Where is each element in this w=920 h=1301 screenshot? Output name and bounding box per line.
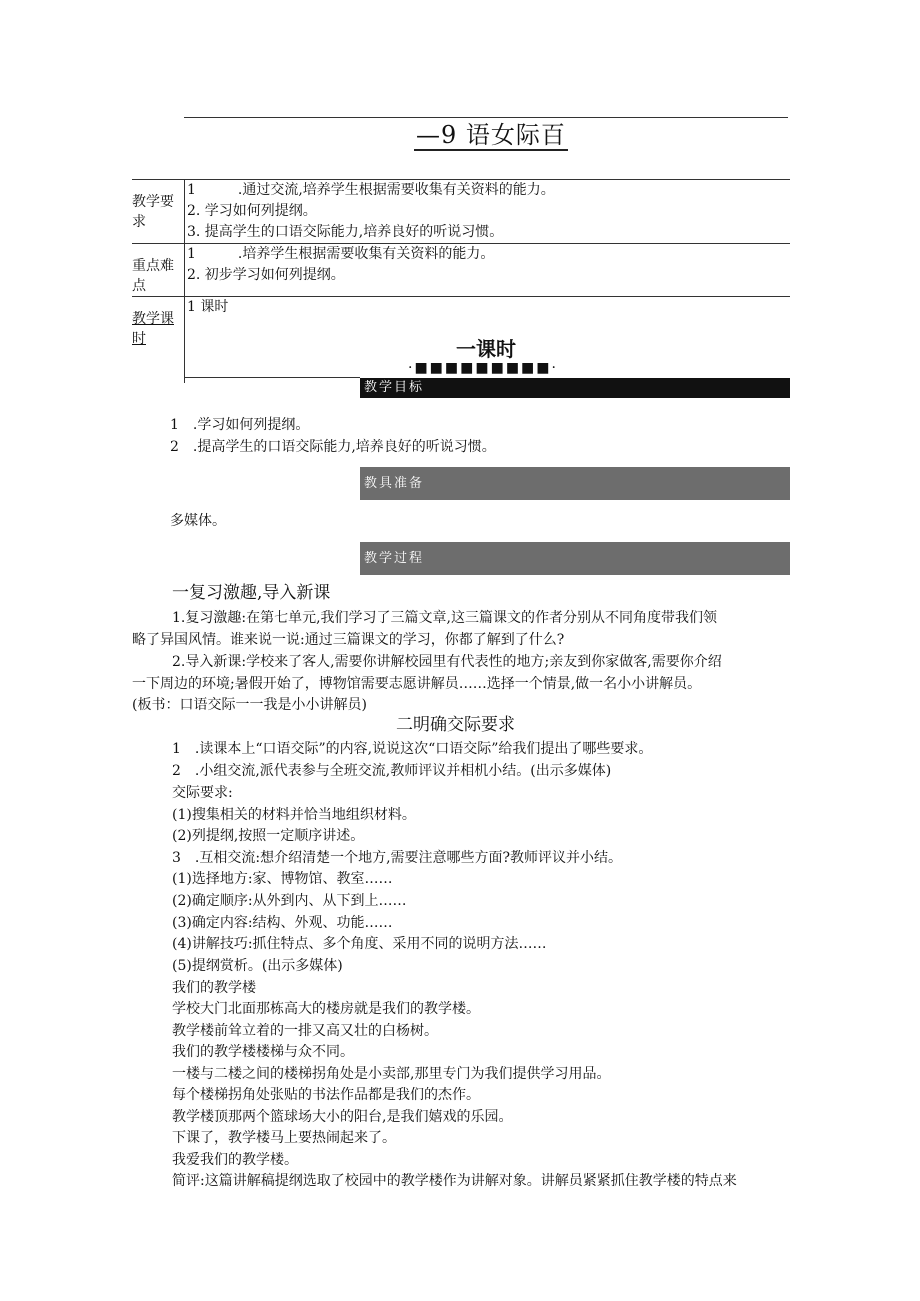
section1-line: 略了异国风情。谁来说一说:通过三篇课文的学习，你都了解到了什么?	[132, 632, 565, 648]
info-label: 教学课时	[132, 297, 185, 384]
info-item: 3. 提高学生的口语交际能力,培养良好的听说习惯。	[187, 224, 504, 240]
goal-item: 2 .提高学生的口语交际能力,培养良好的听说习惯。	[170, 439, 496, 455]
info-row-requirements	[132, 180, 790, 244]
process-bar: 教学过程	[360, 542, 790, 575]
section1-line: 2.导入新课:学校来了客人,需要你讲解校园里有代表性的地方;亲友到你家做客,需要你介绍	[172, 654, 722, 670]
section2-line: (4)讲解技巧:抓住特点、多个角度、采用不同的说明方法……	[172, 936, 547, 952]
outline-line: 教学楼顶那两个篮球场大小的阳台,是我们嬉戏的乐园。	[172, 1109, 513, 1125]
info-item: 2. 学习如何列提纲。	[187, 203, 317, 219]
section2-line: (5)提纲赏析。(出示多媒体)	[172, 958, 343, 974]
outline-line: 每个楼梯拐角处张贴的书法作品都是我们的杰作。	[172, 1087, 480, 1103]
info-label: 重点难点	[132, 244, 185, 297]
info-label: 教学要求	[132, 180, 185, 244]
outline-line: 下课了，教学楼马上要热闹起来了。	[172, 1130, 396, 1146]
tools-text: 多媒体。	[170, 513, 226, 529]
section2-heading: 二明确交际要求	[396, 715, 515, 735]
info-item: 2. 初步学习如何列提纲。	[187, 267, 345, 283]
tools-bar: 教具准备	[360, 467, 790, 500]
outline-line: 我们的教学楼楼梯与众不同。	[172, 1044, 354, 1060]
section2-line: (1)选择地方:家、博物馆、教室……	[172, 871, 393, 887]
section2-line: (2)确定顺序:从外到内、从下到上……	[172, 893, 407, 909]
section1-heading: 一复习激趣,导入新课	[172, 583, 331, 603]
goal-item: 1 .学习如何列提纲。	[170, 417, 310, 433]
info-item: 1 .培养学生根据需要收集有关资料的能力。	[187, 246, 495, 262]
info-value	[185, 180, 791, 244]
top-rule	[184, 117, 788, 118]
section1-line: (板书：口语交际一一我是小小讲解员)	[132, 697, 367, 713]
table-bottom-rule	[184, 377, 360, 378]
section2-line: 2 .小组交流,派代表参与全班交流,教师评议并相机小结。(出示多媒体)	[172, 763, 612, 779]
info-value	[185, 244, 791, 297]
review-line: 简评:这篇讲解稿提纲选取了校园中的教学楼作为讲解对象。讲解员紧紧抓住教学楼的特点来	[172, 1173, 737, 1189]
info-row-keypoints	[132, 244, 790, 297]
section1-line: 1.复习激趣:在第七单元,我们学习了三篇文章,这三篇课文的作者分别从不同角度带我们领	[172, 610, 717, 626]
outline-line: 一楼与二楼之间的楼梯拐角处是小卖部,那里专门为我们提供学习用品。	[172, 1066, 611, 1082]
outline-title: 我们的教学楼	[172, 980, 256, 996]
outline-line: 教学楼前耸立着的一排又高又壮的白杨树。	[172, 1023, 438, 1039]
section2-line: 交际要求:	[172, 785, 233, 801]
info-item: 1 课时	[187, 299, 229, 315]
info-item: 1 .通过交流,培养学生根据需要收集有关资料的能力。	[187, 182, 555, 198]
section2-line: 3 .互相交流:想介绍清楚一个地方,需要注意哪些方面?教师评议并小结。	[172, 850, 623, 866]
page-title: —9 语女际百	[416, 121, 566, 149]
lesson-heading: 一课时	[456, 337, 516, 361]
section1-line: 一下周边的环境;暑假开始了，博物馆需要志愿讲解员……选择一个情景,做一名小小讲解员。	[132, 676, 702, 692]
section2-line: (1)搜集相关的材料并恰当地组织材料。	[172, 807, 416, 823]
outline-line: 我爱我们的教学楼。	[172, 1152, 298, 1168]
outline-line: 学校大门北面那栋高大的楼房就是我们的教学楼。	[172, 1001, 480, 1017]
goals-bar: 教学目标	[360, 378, 790, 398]
section2-line: (3)确定内容:结构、外观、功能……	[172, 915, 393, 931]
section2-line: 1 .读课本上“口语交际”的内容,说说这次“口语交际”给我们提出了哪些要求。	[172, 741, 653, 757]
lesson-dots: ·■■■■■■■■■·	[408, 360, 558, 376]
section2-line: (2)列提纲,按照一定顺序讲述。	[172, 828, 365, 844]
